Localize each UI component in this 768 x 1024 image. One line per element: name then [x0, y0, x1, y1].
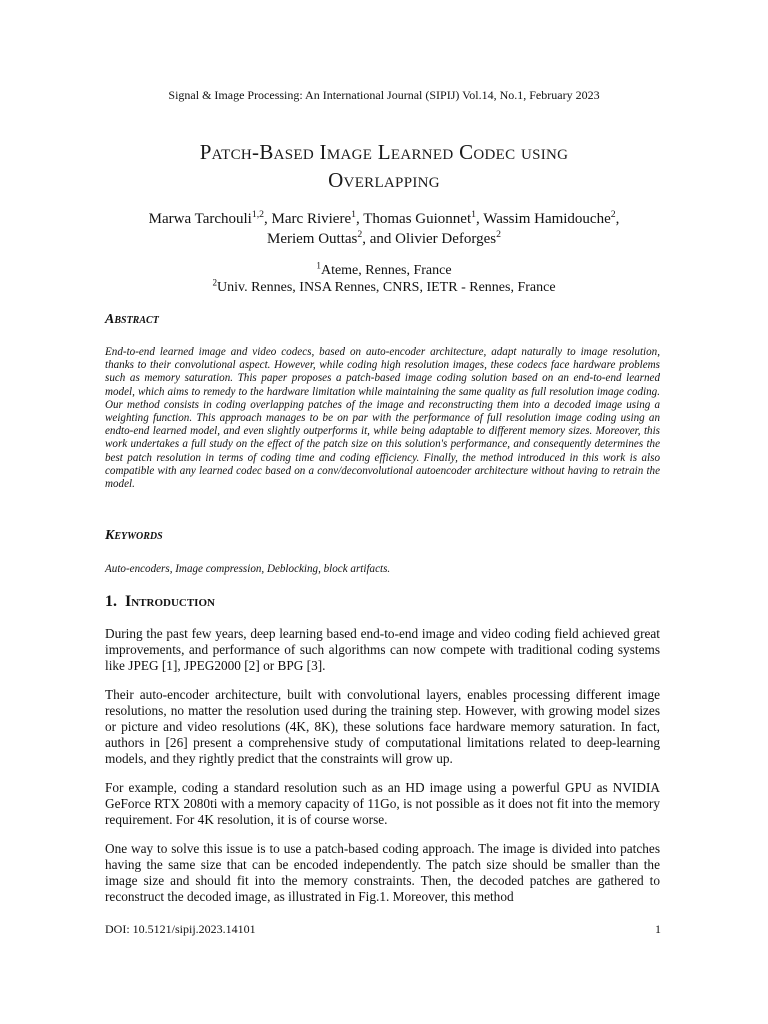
keywords-text: Auto-encoders, Image compression, Deblocking, block artifacts.: [105, 563, 391, 575]
author-separator: ,: [362, 231, 370, 247]
author-list: [80, 209, 688, 249]
affiliation-text: Ateme, Rennes, France: [320, 263, 452, 278]
author-name: Thomas Guionnet: [363, 211, 472, 227]
affiliation-number: 2: [212, 277, 217, 288]
paper-title: [60, 138, 708, 194]
affiliation-2: [0, 277, 768, 296]
author-separator: ,: [615, 211, 620, 227]
intro-paragraph-3: For example, coding a standard resolution such as an HD image using a powerful GPU as NVIDIA GeForce RTX 2080ti with a memory capacity of 11Go, is not possible as it does not fit into the memory requirement. For 4K resolution, it is of course worse.: [105, 780, 660, 827]
title-line-2: Overlapping: [328, 168, 440, 192]
author-name: and Olivier Deforges: [369, 231, 497, 247]
author-name: Marwa Tarchouli: [148, 211, 252, 227]
affiliation-number: 1: [316, 260, 321, 271]
author-affiliation: 1,2: [251, 209, 265, 220]
author-line-1: [80, 209, 688, 229]
author-affiliation: 1: [351, 209, 356, 220]
abstract-heading: Abstract: [105, 312, 159, 327]
affiliation-text: Univ. Rennes, INSA Rennes, CNRS, IETR - Rennes, France: [216, 280, 556, 295]
author-name: Wassim Hamidouche: [483, 211, 611, 227]
section-title: Introduction: [125, 593, 215, 610]
author-separator: ,: [264, 211, 272, 227]
affiliation-1: [0, 260, 768, 279]
journal-header: Signal & Image Processing: An International Journal (SIPIJ) Vol.14, No.1, February 2023: [168, 88, 600, 102]
author-separator: ,: [476, 211, 484, 227]
intro-paragraph-1: During the past few years, deep learning based end-to-end image and video coding field achieved great improvements, and performance of such algorithms can now compete with traditional coding systems like JPEG [1], JPEG2000 [2] or BPG [3].: [105, 626, 660, 673]
section-heading-introduction: [105, 593, 215, 611]
abstract-text: End-to-end learned image and video codecs, based on auto-encoder architecture, adapt naturally to image resolution, thanks to their convolutional aspect. However, while coding high resolution images, these codecs face hardware problems such as memory saturation. This paper proposes a patch-based image coding solution based on an end-to-end learned model, which aims to remedy to the hardware limitation while maintaining the same quality as full resolution image coding. Our method consists in coding overlapping patches of the image and reconstructing them into a decoded image using a weighting function. This approach manages to be on par with the performance of full resolution image coding using an endto-end learned model, and even slightly outperforms it, while being adaptable to different memory sizes. Moreover, this work undertakes a full study on the effect of the patch size on this solution's performance, and consequently determines the best patch resolution in terms of coding time and coding efficiency. Finally, the method introduced in this work is also compatible with any learned codec based on a conv/deconvolutional autoencoder architecture without having to retrain the model.: [105, 346, 660, 491]
author-line-2: [80, 229, 688, 249]
section-number: 1.: [105, 593, 117, 610]
author-affiliation: 1: [471, 209, 476, 220]
keywords-heading: Keywords: [105, 528, 163, 543]
author-separator: ,: [355, 211, 364, 227]
author-affiliation: 2: [496, 229, 501, 240]
intro-paragraph-2: Their auto-encoder architecture, built with convolutional layers, enables processing different image resolutions, no matter the resolution used during the training step. However, with growing model sizes or picture and video resolutions (4K, 8K), these solutions face hardware memory saturation. In fact, authors in [26] present a comprehensive study of computational limitations related to deep-learning models, and they rightly predict that the constraints will grow up.: [105, 687, 660, 766]
title-line-1: Patch-Based Image Learned Codec using: [199, 140, 569, 164]
author-affiliation: 2: [610, 209, 616, 220]
author-affiliation: 2: [357, 229, 363, 240]
author-name: Meriem Outtas: [266, 231, 358, 247]
author-name: Marc Riviere: [271, 211, 352, 227]
intro-paragraph-4: One way to solve this issue is to use a patch-based coding approach. The image is divided into patches having the same size that can be encoded independently. The patch size should be smaller than the image size and should fit into the memory constraints. Then, the decoded patches are gathered to reconstruct the decoded image, as illustrated in Fig.1. Moreover, this method: [105, 841, 660, 904]
page-number: 1: [655, 922, 661, 936]
footer-doi[interactable]: DOI: 10.5121/sipij.2023.14101: [105, 922, 256, 936]
